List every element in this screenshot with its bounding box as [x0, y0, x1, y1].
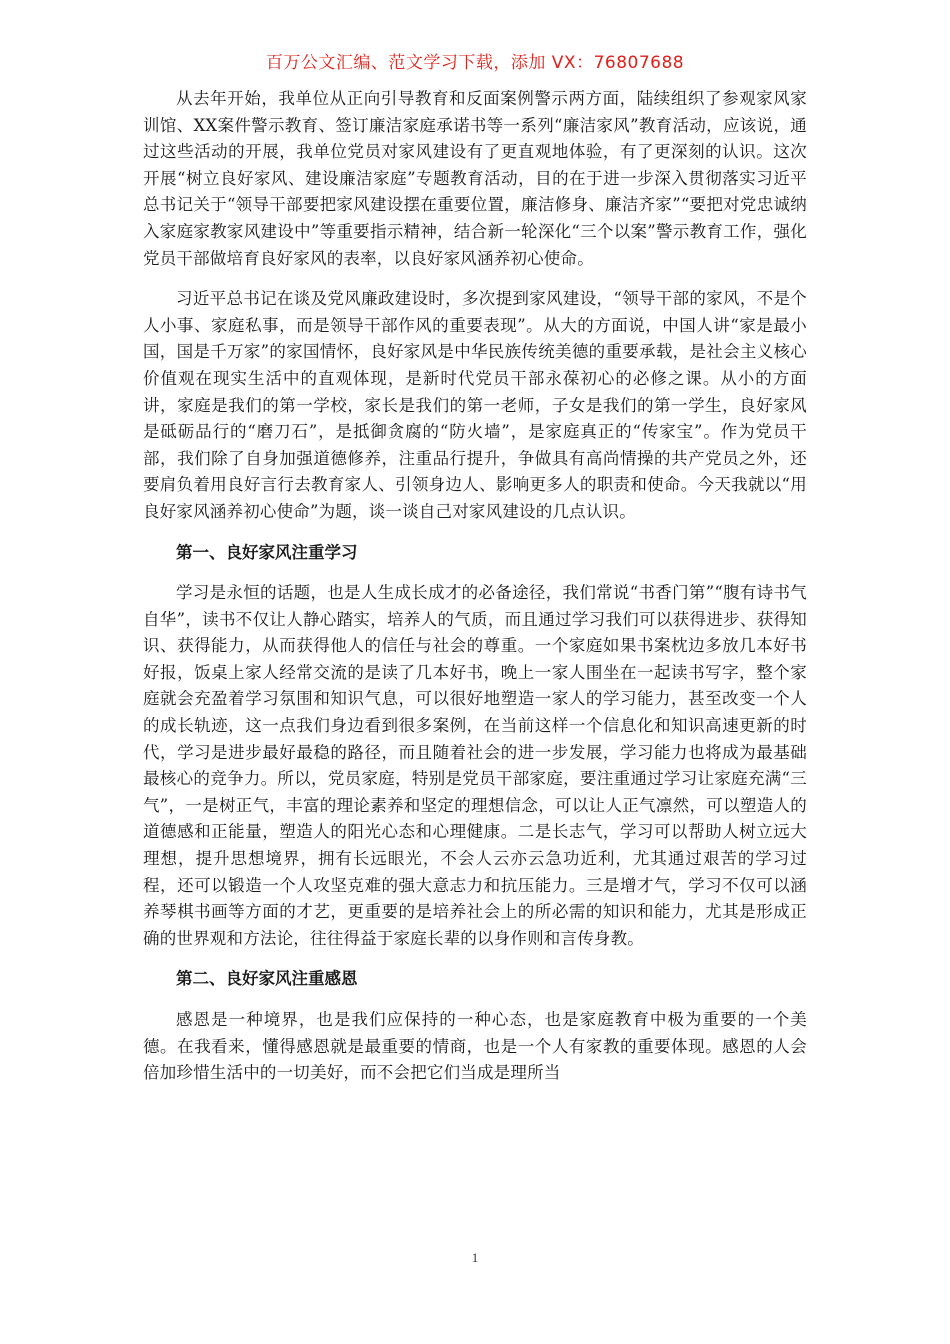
- paragraph-learning: 学习是永恒的话题，也是人生成长成才的必备途径，我们常说“书香门第”“腹有诗书气自华”，读书不仅让人静心踏实，培养人的气质，而且通过学习我们可以获得进步、获得知识、获得能力，从而获得他人的信任与社会的尊重。一个家庭如果书案枕边多放几本好书好报，饭桌上家人经常交流的是读了几本好书，晚上一家人围坐在一起读书写字，整个家庭就会充盈着学习氛围和知识气息，可以很好地塑造一家人的学习能力，甚至改变一个人的成长轨迹，这一点我们身边看到很多案例，在当前这样一个信息化和知识高速更新的时代，学习是进步最好最稳的路径，而且随着社会的进一步发展，学习能力也将成为最基础最核心的竞争力。所以，党员家庭，特别是党员干部家庭，要注重通过学习让家庭充满“三气”，一是树正气，丰富的理论素养和坚定的理想信念，可以让人正气凛然，可以塑造人的道德感和正能量，塑造人的阳光心态和心理健康。二是长志气，学习可以帮助人树立远大理想，提升思想境界，拥有长远眼光，不会人云亦云急功近利，尤其通过艰苦的学习过程，还可以锻造一个人攻坚克难的强大意志力和抗压能力。三是增才气，学习不仅可以涵养琴棋书画等方面的才艺，更重要的是培养社会上的所必需的知识和能力，尤其是形成正确的世界观和方法论，往往得益于家庭长辈的以身作则和言传身教。: [143, 583, 807, 948]
- paragraph-intro: 从去年开始，我单位从正向引导教育和反面案例警示两方面，陆续组织了参观家风家训馆、XX案件警示教育、签订廉洁家庭承诺书等一系列“廉洁家风”教育活动，应该说，通过这些活动的开展，我单位党员对家风建设有了更直观地体验，有了更深刻的认识。这次开展“树立良好家风、建设廉洁家庭”专题教育活动，目的在于进一步深入贯彻落实习近平总书记关于“领导干部要把家风建设摆在重要位置，廉洁修身、廉洁齐家”“要把对党忠诚纳入家庭家教家风建设中”等重要指示精神，结合新一轮深化“三个以案”警示教育工作，强化党员干部做培育良好家风的表率，以良好家风涵养初心使命。: [143, 89, 807, 268]
- section-heading-gratitude: 第二、良好家风注重感恩: [176, 969, 358, 989]
- page-number: 1: [471, 1250, 479, 1265]
- paragraph-family-style: 习近平总书记在谈及党风廉政建设时，多次提到家风建设，“领导干部的家风，不是个人小事、家庭私事，而是领导干部作风的重要表现”。从大的方面说，中国人讲“家是最小国，国是千万家”的家国情怀，良好家风是中华民族传统美德的重要承载，是社会主义核心价值观在现实生活中的直观体现，是新时代党员干部永葆初心的必修之课。从小的方面讲，家庭是我们的第一学校，家长是我们的第一老师，子女是我们的第一学生，良好家风是砥砺品行的“磨刀石”，是抵御贪腐的“防火墙”，是家庭真正的“传家宝”。作为党员干部，我们除了自身加强道德修养，注重品行提升，争做具有高尚情操的共产党员之外，还要肩负着用良好言行去教育家人、引领身边人、影响更多人的职责和使命。今天我就以“用良好家风涵养初心使命”为题，谈一谈自己对家风建设的几点认识。: [143, 289, 807, 521]
- promo-header: 百万公文汇编、范文学习下载，添加 VX：76807688: [265, 53, 685, 73]
- section-heading-learning: 第一、良好家风注重学习: [176, 542, 358, 562]
- paragraph-gratitude: 感恩是一种境界，也是我们应保持的一种心态，也是家庭教育中极为重要的一个美德。在我看来，懂得感恩就是最重要的情商，也是一个人有家教的重要体现。感恩的人会倍加珍惜生活中的一切美好，而不会把它们当成是理所当: [143, 1010, 807, 1083]
- document-body: [143, 86, 807, 1101]
